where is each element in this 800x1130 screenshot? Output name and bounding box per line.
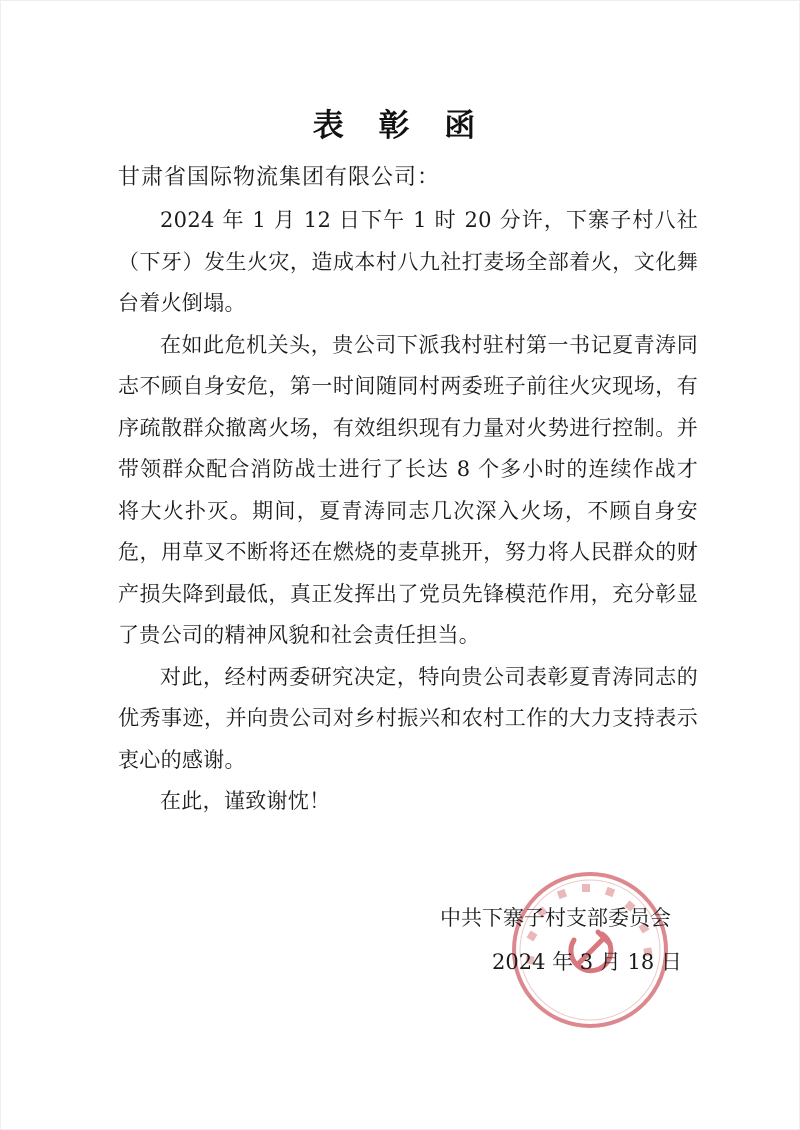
recipient-line: 甘肃省国际物流集团有限公司： xyxy=(118,165,441,190)
letter-body xyxy=(118,200,698,823)
signing-date: 2024 年 3 月 18 日 xyxy=(492,950,682,974)
signing-organization: 中共下寨子村支部委员会 xyxy=(440,906,671,930)
page-title: 表 彰 函 xyxy=(312,108,488,144)
signature-block xyxy=(440,896,710,984)
paragraph-1: 2024 年 1 月 12 日下午 1 时 20 分许，下寨子村八社（下牙）发生火灾，造成本村八九社打麦场全部着火，文化舞台着火倒塌。 xyxy=(118,208,698,315)
paragraph-2: 在如此危机关头，贵公司下派我村驻村第一书记夏青涛同志不顾自身安危，第一时间随同村两委班子前往火灾现场，有序疏散群众撤离火场，有效组织现有力量对火势进行控制。并带领群众配合消防战士进行了长达 8 个多小时的连续作战才将大火扑灭。期间，夏青涛同志几次深入火场，不顾自身安危，用草叉不断将还在燃烧的麦草挑开，努力将人民群众的财产损失降到最低，真正发挥出了党员先锋模范作用，充分彰显了贵公司的精神风貌和社会责任担当。 xyxy=(118,332,698,647)
paragraph-3: 对此，经村两委研究决定，特向贵公司表彰夏青涛同志的优秀事迹，并向贵公司对乡村振兴和农村工作的大力支持表示衷心的感谢。 xyxy=(118,664,698,772)
paragraph-4: 在此，谨致谢忱！ xyxy=(160,789,331,813)
